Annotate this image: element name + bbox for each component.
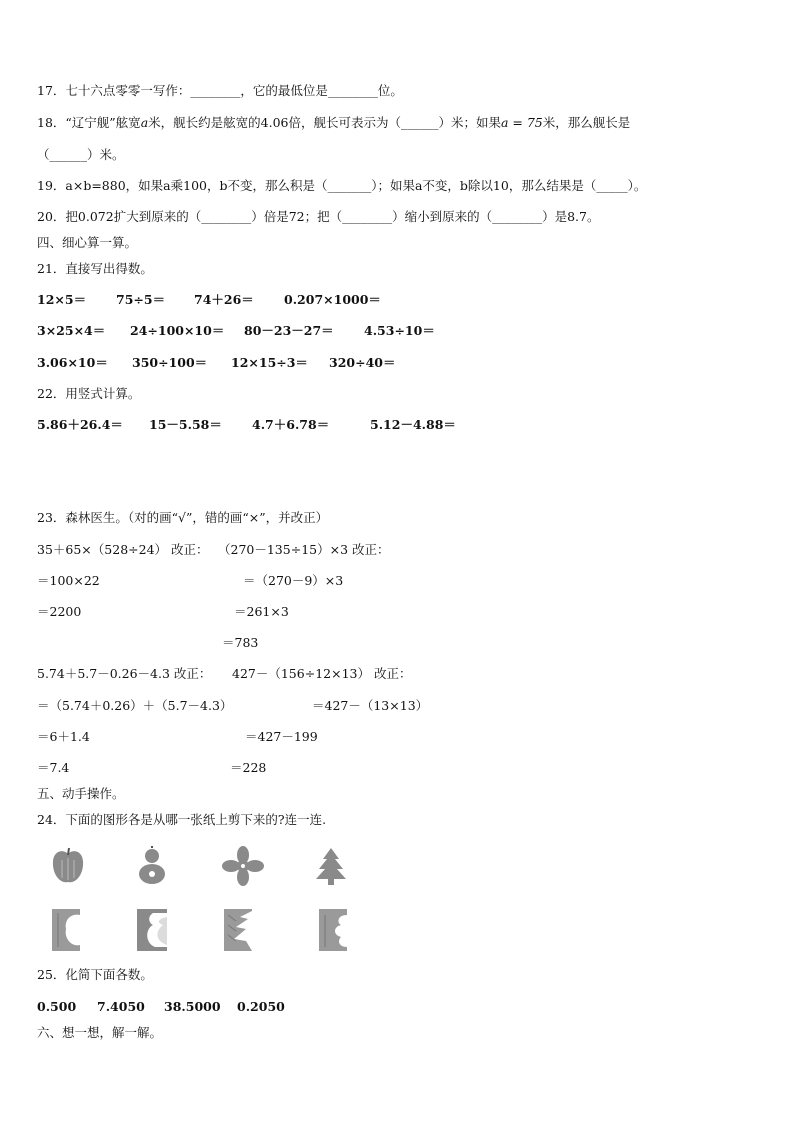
q23-p3-line1: 5.74＋5.7－0.26－4.3 改正： — [37, 666, 212, 681]
q23-p2-line1: （270－135÷15）×3 改正： — [218, 542, 390, 557]
q21-r1-c1: 12×5＝ — [37, 292, 87, 307]
question-18-line1 — [37, 115, 630, 131]
q21-r3-c4: 320÷40＝ — [329, 355, 396, 370]
paper-cutout-flower-icon — [317, 907, 351, 953]
q21-r2-c1: 3×25×4＝ — [37, 323, 106, 338]
question-21-title: 21．直接写出得数。 — [37, 261, 153, 276]
q23-p4-line3: ＝427－199 — [245, 729, 318, 744]
q23-p1-line2: ＝100×22 — [37, 573, 100, 588]
flower-shape-icon — [222, 846, 264, 886]
q25-num-4: 0.2050 — [237, 999, 285, 1014]
section-4-title: 四、细心算一算。 — [37, 235, 138, 250]
q18-part-c: 米，那么舰长是 — [542, 115, 631, 130]
question-22-title: 22．用竖式计算。 — [37, 386, 141, 401]
q21-r1-c4: 0.207×1000＝ — [284, 292, 381, 307]
q21-r3-c2: 350÷100＝ — [132, 355, 208, 370]
q23-p2-line4: ＝783 — [222, 635, 259, 650]
question-20: 20．把0.072扩大到原来的（________）倍是72；把（________）缩小到原来的（________）是8.7。 — [37, 209, 600, 224]
paper-cutout-apple-icon — [50, 907, 84, 953]
paper-cutout-gourd-icon — [135, 907, 169, 953]
q23-p1-line1: 35＋65×（528÷24） 改正： — [37, 542, 209, 557]
q21-r3-c3: 12×15÷3＝ — [231, 355, 308, 370]
q23-p1-line3: ＝2200 — [37, 604, 82, 619]
question-25-title: 25．化简下面各数。 — [37, 967, 153, 982]
q18-part-b: 米，舰长约是舷宽的4.06倍，舰长可表示为（______）米；如果 — [148, 115, 501, 130]
section-5-title: 五、动手操作。 — [37, 786, 125, 801]
q21-r3-c1: 3.06×10＝ — [37, 355, 108, 370]
q23-p2-line3: ＝261×3 — [234, 604, 289, 619]
q23-p3-line4: ＝7.4 — [37, 760, 70, 775]
q25-num-1: 0.500 — [37, 999, 77, 1014]
q22-c4: 5.12－4.88＝ — [370, 417, 456, 432]
q23-p4-line2: ＝427－（13×13） — [312, 698, 429, 713]
q22-c3: 4.7＋6.78＝ — [252, 417, 330, 432]
question-18-line2: （______）米。 — [37, 147, 125, 162]
question-23-title: 23．森林医生。（对的画“√”，错的画“×”，并改正） — [37, 510, 329, 525]
q18-part-a: 18．“辽宁舰”舷宽 — [37, 115, 141, 130]
q25-num-3: 38.5000 — [164, 999, 221, 1014]
question-19: 19．a×b=880，如果a乘100，b不变，那么积是（_______）；如果a不变，b除以10，那么结果是（_____）。 — [37, 178, 647, 193]
q21-r2-c4: 4.53÷10＝ — [364, 323, 435, 338]
tree-shape-icon — [313, 846, 349, 886]
question-24-title: 24．下面的图形各是从哪一张纸上剪下来的?连一连. — [37, 812, 327, 827]
q23-p3-line3: ＝6＋1.4 — [37, 729, 90, 744]
gourd-shape-icon — [137, 846, 167, 886]
q23-p2-line2: ＝（270－9）×3 — [243, 573, 344, 588]
q22-c1: 5.86＋26.4＝ — [37, 417, 123, 432]
apple-shape-icon — [50, 846, 86, 886]
question-17: 17．七十六点零零一写作：________，它的最低位是________位。 — [37, 83, 403, 98]
q21-r1-c2: 75÷5＝ — [116, 292, 166, 307]
q23-p4-line1: 427－（156÷12×13） 改正： — [232, 666, 412, 681]
q25-num-2: 7.4050 — [97, 999, 145, 1014]
q18-var-a: a — [140, 115, 149, 130]
q21-r1-c3: 74＋26＝ — [194, 292, 254, 307]
q22-c2: 15－5.58＝ — [149, 417, 222, 432]
section-6-title: 六、想一想，解一解。 — [37, 1025, 163, 1040]
q23-p4-line4: ＝228 — [230, 760, 267, 775]
q23-p3-line2: ＝（5.74＋0.26）＋（5.7－4.3） — [37, 698, 233, 713]
q21-r2-c3: 80－23－27＝ — [244, 323, 334, 338]
q21-r2-c2: 24÷100×10＝ — [130, 323, 225, 338]
paper-cutout-tree-icon — [222, 907, 256, 953]
q18-equation: a = 75 — [500, 115, 543, 130]
